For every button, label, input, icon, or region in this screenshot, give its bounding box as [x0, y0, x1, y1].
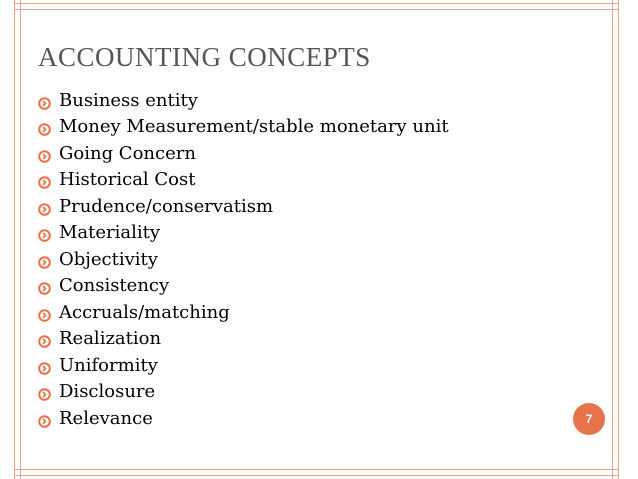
chevron-circle-right-icon: [38, 147, 51, 160]
list-item-label: Relevance: [59, 407, 153, 429]
list-item-label: Business entity: [59, 89, 198, 111]
list-item-label: Realization: [59, 328, 162, 350]
list-item: [38, 193, 449, 220]
border-line-top-inner: [14, 9, 619, 10]
chevron-circle-right-icon: [38, 385, 51, 398]
list-item: [38, 299, 449, 326]
list-item: [38, 246, 449, 273]
border-line-bottom-outer: [14, 475, 619, 476]
page-number: 7: [585, 412, 593, 426]
chevron-circle-right-icon: [38, 120, 51, 133]
chevron-circle-right-icon: [38, 306, 51, 319]
list-item: [38, 379, 449, 406]
list-item-label: Money Measurement/stable monetary unit: [59, 116, 449, 138]
list-item-label: Historical Cost: [59, 169, 196, 191]
chevron-circle-right-icon: [38, 173, 51, 186]
slide-title: ACCOUNTING CONCEPTS: [38, 42, 371, 72]
list-item-label: Disclosure: [59, 381, 156, 403]
concept-list: [38, 87, 449, 432]
chevron-circle-right-icon: [38, 253, 51, 266]
chevron-circle-right-icon: [38, 359, 51, 372]
list-item: [38, 326, 449, 353]
list-item: [38, 140, 449, 167]
chevron-circle-right-icon: [38, 200, 51, 213]
list-item-label: Materiality: [59, 222, 161, 244]
chevron-circle-right-icon: [38, 279, 51, 292]
border-line-top-outer: [14, 3, 619, 4]
list-item: [38, 114, 449, 141]
list-item: [38, 352, 449, 379]
border-line-right-outer: [618, 0, 619, 479]
list-item: [38, 167, 449, 194]
list-item-label: Accruals/matching: [59, 301, 230, 323]
list-item: [38, 220, 449, 247]
chevron-circle-right-icon: [38, 94, 51, 107]
border-line-left-outer: [14, 0, 15, 479]
list-item: [38, 87, 449, 114]
list-item-label: Going Concern: [59, 142, 196, 164]
chevron-circle-right-icon: [38, 412, 51, 425]
border-line-bottom-inner: [14, 469, 619, 470]
list-item-label: Objectivity: [59, 248, 158, 270]
page-number-badge: [573, 403, 605, 435]
list-item: [38, 405, 449, 432]
chevron-circle-right-icon: [38, 226, 51, 239]
border-line-right-inner: [612, 0, 613, 479]
border-line-left-inner: [20, 0, 21, 479]
list-item-label: Prudence/conservatism: [59, 195, 274, 217]
list-item-label: Consistency: [59, 275, 170, 297]
list-item-label: Uniformity: [59, 354, 158, 376]
chevron-circle-right-icon: [38, 332, 51, 345]
list-item: [38, 273, 449, 300]
